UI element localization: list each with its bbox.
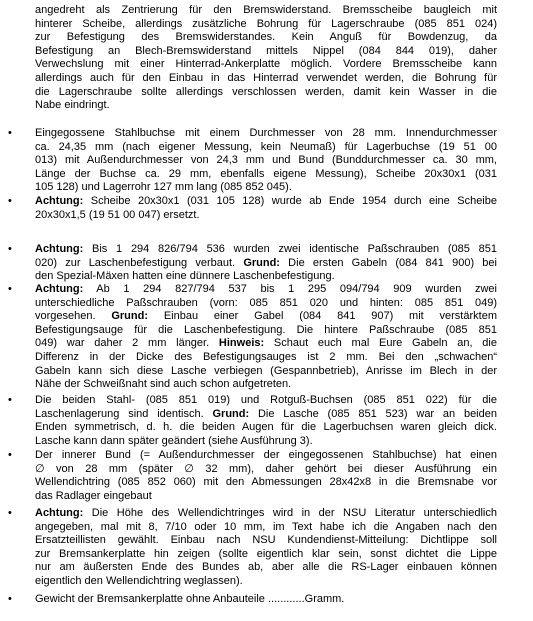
text-run: 105 128) und Lagerrohr 127 mm lang (085 852 045). bbox=[35, 181, 292, 194]
bullet-line bbox=[35, 141, 497, 155]
bullet-line bbox=[35, 593, 497, 607]
bullet-line bbox=[35, 476, 497, 490]
text-run: den Spezial-Mäxen hatten eine dünnere Laschenbefestigung. bbox=[35, 270, 335, 283]
intro-paragraph bbox=[35, 4, 497, 113]
text-run: Scheibe 20x30x1 (031 105 128) wurde ab Ende 1954 durch eine Scheibe bbox=[83, 195, 497, 207]
text-run: Nähe der Schweißnaht sind auch schon aufgetreten. bbox=[35, 378, 292, 391]
bullet-item bbox=[8, 127, 497, 195]
intro-line: allerdings auch für den Einbau in das Hinterrad verwendet werden, die Bohrung für bbox=[35, 71, 497, 84]
text-run: Befestigungsauge für die Laschenbefestigung. Die hintere Paßschraube (085 851 bbox=[35, 323, 497, 336]
bullet-line bbox=[35, 561, 497, 575]
intro-line: Befestigung an Blech-Bremswiderstand mittels Nippel (084 844 019), daher bbox=[35, 44, 497, 57]
bullet-line bbox=[35, 490, 497, 504]
bullet-marker: • bbox=[8, 394, 12, 406]
bold-label: Achtung: bbox=[35, 195, 84, 207]
bullet-line bbox=[35, 168, 497, 182]
text-run: Eingegossene Stahlbuchse mit einem Durchmesser von 28 mm. Innendurchmesser bbox=[35, 127, 497, 139]
text-run: Gewicht der Bremsankerplatte ohne Anbauteile ............Gramm. bbox=[35, 593, 345, 605]
text-run: 020) zur Laschenbefestigung verbaut. bbox=[35, 256, 244, 269]
text-run: angegeben, mal mit 8, 7/10 oder 10 mm, im Text habe ich die Angaben nach den bbox=[35, 520, 497, 533]
bold-label: Achtung: bbox=[35, 283, 84, 295]
text-run: ca. 24,35 mm (nach eigener Messung, kein Neumaß) für Lagerbuchse (19 51 00 bbox=[35, 140, 497, 153]
bullet-line bbox=[35, 127, 497, 141]
bullet-line bbox=[35, 297, 497, 311]
bullet-line bbox=[35, 365, 497, 379]
bullet-line bbox=[35, 408, 497, 422]
text-run: eigentlich den Wellendichtring weglassen). bbox=[35, 574, 243, 587]
text-run: Lasche kann dann später geändert (siehe Ausführung 3). bbox=[35, 434, 313, 447]
bullet-line bbox=[35, 195, 497, 209]
bullet-marker: • bbox=[8, 195, 12, 207]
bullet-item bbox=[8, 283, 497, 392]
bold-label: Grund: bbox=[243, 256, 280, 269]
text-run: Wellendichtring (085 852 060) mit den Abmessungen 28x42x8 in die Bremsnabe vor bbox=[35, 476, 497, 489]
intro-line: angedreht als Zentrierung für den Bremswiderstand. Bremsscheibe baugleich mit bbox=[35, 4, 497, 16]
bullet-line bbox=[35, 463, 497, 477]
bold-label: Hinweis: bbox=[218, 337, 265, 350]
text-run: Differenz in der Dicke des Befestigungsauges ist 2 mm. Bei den „schwachen“ bbox=[35, 350, 497, 363]
bullet-line bbox=[35, 421, 497, 435]
bullet-marker: • bbox=[8, 243, 12, 255]
text-run: Einbau einer Gabel (084 841 907) mit verstärktem bbox=[148, 310, 497, 323]
bullet-marker: • bbox=[8, 593, 12, 605]
intro-line: hinterer Scheibe, allerdings zusätzliche Bohrung für Lagerschraube (085 851 024) bbox=[35, 17, 497, 30]
text-run: zur Bremsankerplatte hin zeigen (sollte eigentlich klar sein, sonst dichtet die Lippe bbox=[35, 547, 497, 560]
intro-line: zur Befestigung des Bremswiderstandes. Kein Anguß für Bowdenzug, da bbox=[35, 31, 497, 44]
text-run: Ersatzteillisten gewählt. Einbau nach NSU Kundendienst-Mitteilung: Dichtlippe soll bbox=[35, 534, 497, 547]
text-run: Die Höhe des Wellendichtringes wird in der NSU Literatur unterschiedlich bbox=[83, 507, 497, 519]
bullet-line bbox=[35, 394, 497, 408]
bullet-line bbox=[35, 351, 497, 365]
bullet-line bbox=[35, 154, 497, 168]
bullet-marker: • bbox=[8, 283, 12, 295]
bullet-line bbox=[35, 270, 497, 284]
bullet-item bbox=[8, 449, 497, 503]
bullet-item bbox=[8, 243, 497, 284]
intro-line: Nabe eindringt. bbox=[35, 99, 110, 112]
text-run: Ab 1 294 827/794 537 bis 1 295 094/794 909 wurden zwei bbox=[83, 283, 497, 295]
bullet-line bbox=[35, 181, 497, 195]
intro-line: die Lagerschraube sollte allerdings verschlossen werden, damit kein Wasser in die bbox=[35, 85, 497, 98]
text-run: nur am äußersten Ende des Bundes ab, aber alle die RS-Lager einbauen können bbox=[35, 561, 497, 574]
bullet-item bbox=[8, 593, 497, 607]
bullet-line bbox=[35, 243, 497, 257]
bullet-marker: • bbox=[8, 507, 12, 519]
bullet-line bbox=[35, 257, 497, 271]
text-run: Die beiden Stahl- (085 851 019) und Rotguß-Buchsen (085 851 022) für die bbox=[35, 394, 497, 406]
bullet-line bbox=[35, 507, 497, 521]
text-run: 049) war daher 2 mm länger. bbox=[35, 337, 219, 350]
text-run: 013) mit Außendurchmesser von 24,3 mm und Bund (Bunddurchmesser ca. 30 mm, bbox=[35, 154, 497, 167]
text-run: ∅ von 28 mm (später ∅ 32 mm), daher gehört bei dieser Ausführung ein bbox=[35, 462, 497, 475]
text-run: das Radlager eingebaut bbox=[35, 489, 152, 502]
intro-line: Verwechslung mit einer Hinterrad-Ankerplatte möglich. Vordere Bremsscheibe kann bbox=[35, 58, 497, 71]
text-run: Laschenlagerung sind identisch. bbox=[35, 407, 213, 420]
bullet-line bbox=[35, 534, 497, 548]
text-run: vorgesehen. bbox=[35, 310, 112, 323]
bullet-line bbox=[35, 435, 497, 449]
bullet-marker: • bbox=[8, 449, 12, 461]
bold-label: Grund: bbox=[212, 407, 250, 420]
bullet-line bbox=[35, 337, 497, 351]
bullet-item bbox=[8, 507, 497, 589]
bold-label: Grund: bbox=[111, 310, 149, 323]
text-run: 20x30x1,5 (19 51 00 047) ersetzt. bbox=[35, 208, 200, 221]
text-run: Die Lasche (085 851 523) war an beiden bbox=[249, 407, 497, 420]
text-run: Gabeln kann sich diese Lasche verbiegen (Gespannbetrieb), Anrisse im Blech in der bbox=[35, 364, 497, 377]
text-run: Enden symmetrisch, d. h. die beiden Augen für die Lagerbuchsen waren gleich dick. bbox=[35, 421, 497, 434]
bullet-line bbox=[35, 324, 497, 338]
bullet-line bbox=[35, 449, 497, 463]
bullet-item bbox=[8, 394, 497, 448]
bold-label: Achtung: bbox=[35, 243, 84, 255]
text-run: Bis 1 294 826/794 536 wurden zwei identische Paßschrauben (085 851 bbox=[83, 243, 497, 255]
text-run: Der innerer Bund (= Außendurchmesser der eingegossenen Stahlbuchse) hat einen bbox=[35, 449, 497, 461]
bullet-line bbox=[35, 548, 497, 562]
text-run: Schaut euch mal Eure Gabeln an, die bbox=[264, 337, 497, 350]
text-run: Die ersten Gabeln (084 841 900) bei bbox=[279, 256, 497, 269]
bullet-line bbox=[35, 209, 497, 223]
bold-label: Achtung: bbox=[35, 507, 84, 519]
bullet-item bbox=[8, 195, 497, 222]
bullet-line bbox=[35, 575, 497, 589]
bullet-line bbox=[35, 378, 497, 392]
bullet-marker: • bbox=[8, 127, 12, 139]
text-run: Länge der Buchse ca. 29 mm, ebenfalls eigene Messung), Scheibe 20x30x1 (031 bbox=[35, 167, 497, 180]
bullet-line bbox=[35, 310, 497, 324]
bullet-line bbox=[35, 521, 497, 535]
bullet-line bbox=[35, 283, 497, 297]
text-run: unterschiedliche Paßschrauben (vorn: 085 851 020 und hinten: 085 851 049) bbox=[35, 296, 497, 309]
